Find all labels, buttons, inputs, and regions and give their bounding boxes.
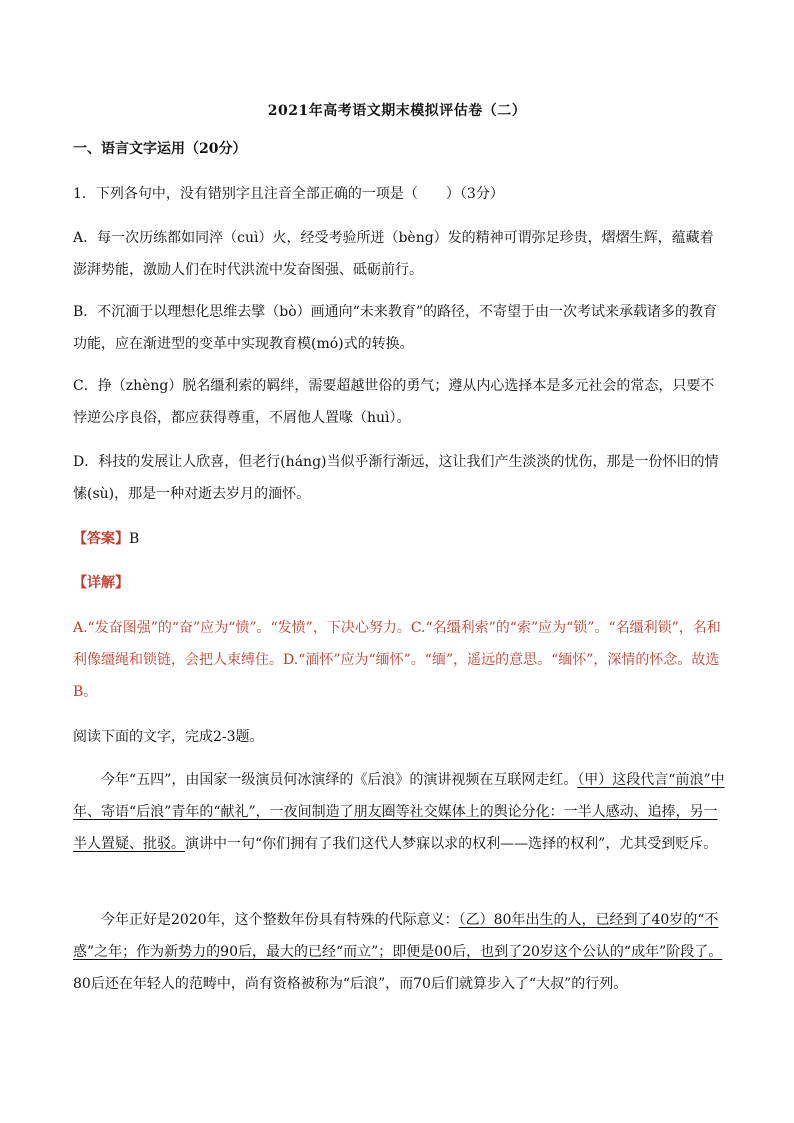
detail-label: 【详解】 xyxy=(73,575,129,591)
reading-intro: 阅读下面的文字，完成2-3题。 xyxy=(73,729,264,745)
answer-label: 【答案】 xyxy=(73,531,129,547)
section-heading: 一、语言文字运用（20分） xyxy=(73,141,247,157)
passage-p2-a: 今年正好是2020年，这个整数年份具有特殊的代际意义： xyxy=(101,912,459,928)
page-title: 2021年高考语文期末模拟评估卷（二） xyxy=(267,103,527,119)
passage-p1-underlined: （甲）这段代言“前浪”中年、寄语“后浪”青年的“献礼”，一夜间制造了朋友圈等社交媒体上的舆论分化：一半人感动、追捧，另一半人置疑、批驳。 xyxy=(73,772,725,852)
passage-paragraph-1 xyxy=(73,764,725,860)
option-d: D．科技的发展让人欣喜，但老行(háng)当似乎渐行渐远，这让我们产生淡淡的忧伤，那是一份怀旧的情愫(sù)，那是一种对逝去岁月的湎怀。 xyxy=(73,454,719,502)
passage-p2-c: 80后还在年轻人的范畴中，尚有资格被称为“后浪”，而70后们就算步入了“大叔”的行列。 xyxy=(73,976,628,992)
passage-p1-a: 今年“五四”，由国家一级演员何冰演绎的《后浪》的演讲视频在互联网走红。 xyxy=(101,772,578,788)
option-a: A．每一次历练都如同淬（cuì）火，经受考验所迸（bèng）发的精神可谓弥足珍贵，熠熠生辉，蕴藏着澎湃势能，激励人们在时代洪流中发奋图强、砥砺前行。 xyxy=(73,230,714,278)
detail-text: A.“发奋图强”的“奋”应为“愤”。“发愤”，下决心努力。C.“名缰利索”的“索”应为“锁”。“名缰利锁”，名和利像缰绳和锁链，会把人束缚住。D.“湎怀”应为“缅怀”。“缅”，遥远的意思。“缅怀”，深情的怀念。故选B。 xyxy=(73,620,721,700)
answer-value: B xyxy=(129,531,140,547)
passage-paragraph-2 xyxy=(73,904,725,1000)
passage-p2-underlined: （乙）80年出生的人，已经到了40岁的“不惑”之年；作为新势力的90后，最大的已经“而立”；即便是00后，也到了20岁这个公认的“成年”阶段了。 xyxy=(73,912,723,960)
question-stem: 1．下列各句中，没有错别字且注音全部正确的一项是（ ）（3分） xyxy=(73,186,504,202)
answer-line xyxy=(73,528,139,548)
option-c: C．挣（zhèng）脱名缰利索的羁绊，需要超越世俗的勇气；遵从内心选择本是多元社会的常态，只要不悖逆公序良俗，都应获得尊重，不屑他人置喙（huì）。 xyxy=(73,378,715,426)
option-b: B．不沉湎于以理想化思维去擘（bò）画通向“未来教育”的路径，不寄望于由一次考试来承载诸多的教育功能，应在渐进型的变革中实现教育模(mó)式的转换。 xyxy=(73,304,717,352)
passage-p1-c: 演讲中一句“你们拥有了我们这代人梦寐以求的权利——选择的权利”，尤其受到贬斥。 xyxy=(185,836,718,852)
